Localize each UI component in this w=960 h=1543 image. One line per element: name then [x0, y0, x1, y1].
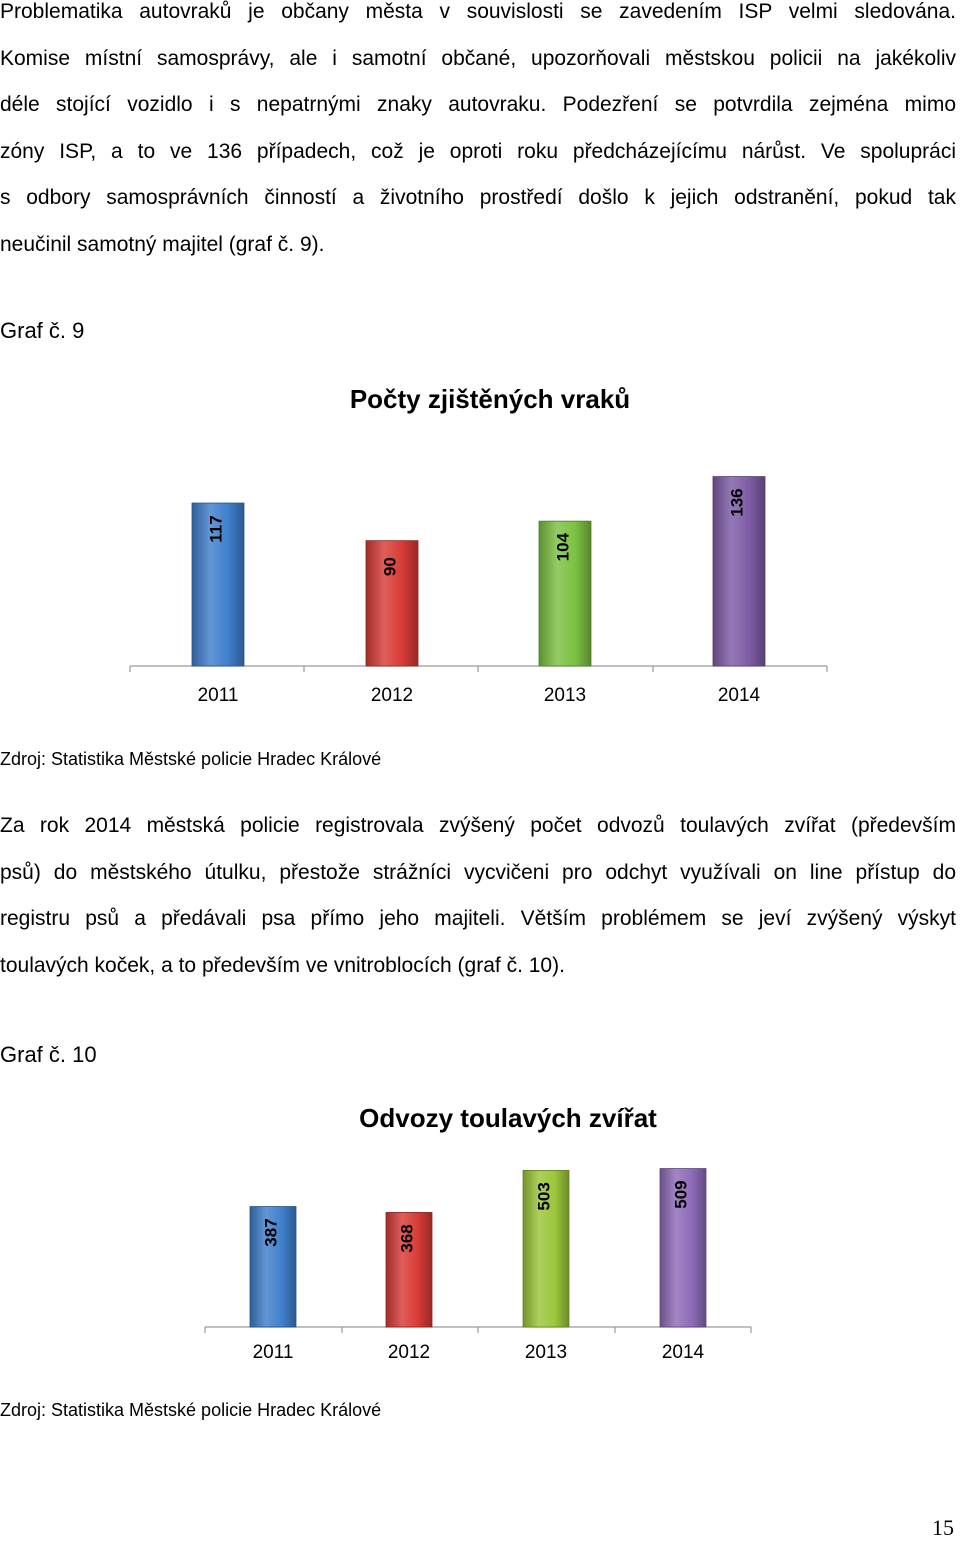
paragraph-autovraky	[0, 0, 956, 279]
data-label-2014: 136	[727, 488, 747, 517]
data-label-2012: 90	[380, 557, 400, 577]
chart-9-caption: Graf č. 9	[0, 318, 85, 343]
data-label-2012: 368	[397, 1224, 417, 1253]
category-label-2014: 2014	[717, 685, 761, 706]
chart-10-source: Zdroj: Statistika Městské policie Hradec Králové	[0, 1400, 382, 1420]
chart-10-caption: Graf č. 10	[0, 1042, 97, 1067]
category-label-2011: 2011	[197, 685, 239, 706]
text-line: Za rok 2014 městská policie registrovala zvýšený počet odvozů toulavých zvířat (především	[0, 814, 956, 837]
text-line: registru psů a předávali psa přímo jeho majiteli. Větším problémem se jeví zvýšený výskyt	[0, 907, 956, 930]
chart-9-title: Počty zjištěných vraků	[349, 384, 631, 414]
text-line: s odbory samosprávních činností a životního prostředí došlo k jejich odstranění, pokud tak	[0, 186, 956, 209]
text-line: toulavých koček, a to především ve vnitroblocích (graf č. 10).	[0, 953, 565, 977]
data-label-2013: 104	[553, 532, 573, 562]
page-number: 15	[932, 1515, 954, 1540]
chart-10-title: Odvozy toulavých zvířat	[359, 1103, 657, 1133]
data-label-2011: 387	[261, 1218, 281, 1247]
text-line: zóny ISP, a to ve 136 případech, což je oproti roku předcházejícímu nárůst. Ve spolupráci	[0, 139, 956, 163]
text-line: Komise místní samosprávy, ale i samotní občané, upozorňovali městskou policii na jakékoliv	[0, 46, 956, 70]
data-label-2011: 117	[206, 515, 226, 543]
category-label-2013: 2013	[524, 1342, 568, 1363]
text-line: déle stojící vozidlo i s nepatrnými znaky autovraku. Podezření se potvrdila zejména mimo	[0, 93, 956, 116]
category-label-2013: 2013	[543, 685, 587, 706]
category-label-2011: 2011	[252, 1342, 294, 1363]
text-line: Problematika autovraků je občany města v souvislosti se zavedením ISP velmi sledována.	[0, 0, 956, 23]
category-label-2014: 2014	[661, 1342, 705, 1363]
data-label-2013: 503	[534, 1182, 554, 1211]
chart-9-source: Zdroj: Statistika Městské policie Hradec Králové	[0, 749, 382, 769]
chart-10	[0, 1150, 960, 1375]
data-label-2014: 509	[671, 1180, 691, 1209]
category-label-2012: 2012	[370, 685, 414, 706]
text-line: psů) do městského útulku, přestože strážníci vycvičeni pro odchyt využívali on line přístup do	[0, 860, 956, 884]
paragraph-zvirata	[0, 814, 956, 1000]
chart-9	[0, 440, 960, 725]
category-label-2012: 2012	[387, 1342, 431, 1363]
text-line: neučinil samotný majitel (graf č. 9).	[0, 232, 325, 256]
